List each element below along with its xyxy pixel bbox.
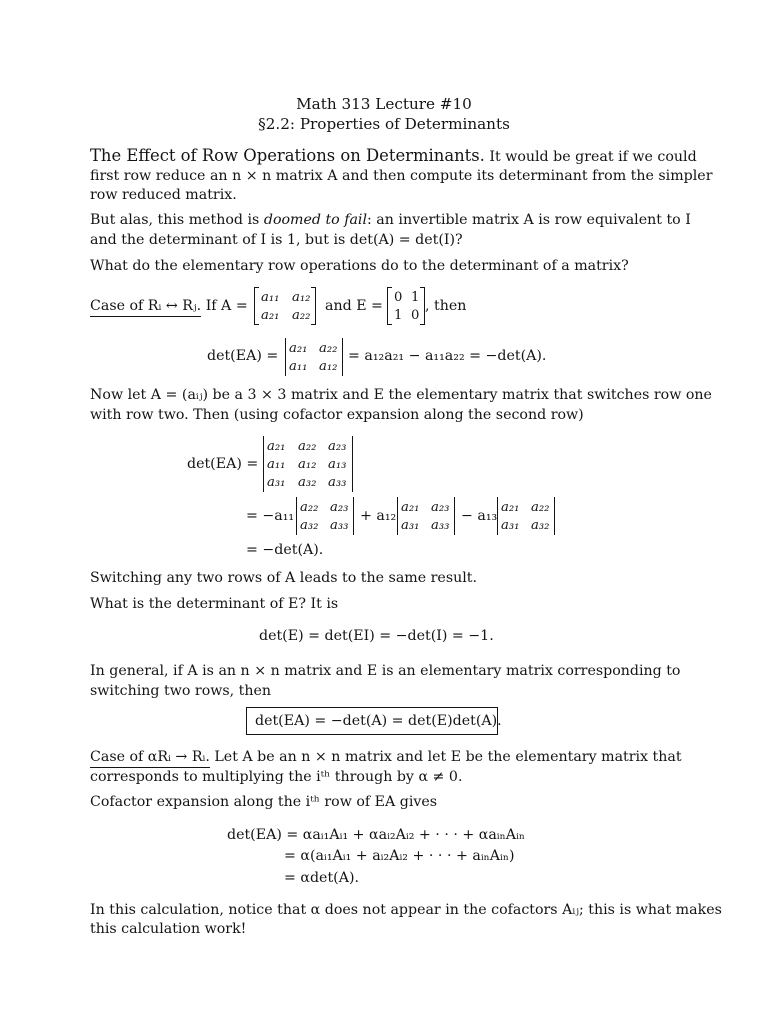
paragraph-question: What do the elementary row operations do to the determinant of a matrix? [90, 258, 629, 274]
eq1-determinant: a₂₁ a₂₂ a₁₁ a₁₂ [285, 338, 343, 376]
eq3: det(E) = det(EI) = −det(I) = −1. [259, 628, 494, 644]
section-heading: The Effect of Row Operations on Determinants. [90, 146, 485, 165]
paragraph-general-line1: In general, if A is an n × n matrix and E is an elementary matrix corresponding to [90, 663, 681, 679]
paragraph-alas-line1: But alas, this method is doomed to fail: an invertible matrix A is row equivalent to I [90, 212, 691, 228]
eq2-minor3: a₂₁ a₂₂ a₃₁ a₃₂ [497, 497, 555, 535]
case1-label: Case of Rᵢ ↔ Rⱼ. [90, 298, 201, 317]
case1-intro: Case of Rᵢ ↔ Rⱼ. If A = [90, 296, 248, 316]
paragraph-intro-line1: The Effect of Row Operations on Determinants. It would be great if we could [90, 146, 697, 165]
case2-intro: Case of αRᵢ → Rᵢ. Let A be an n × n matrix and let E be the elementary matrix that [90, 747, 682, 767]
emphasis-doomed: doomed to fail [263, 212, 368, 228]
case2-label: Case of αRᵢ → Rᵢ. [90, 749, 210, 768]
lecture-subtitle: §2.2: Properties of Determinants [258, 115, 510, 133]
lecture-title: Math 313 Lecture #10 [296, 95, 472, 113]
eq2-minor2: a₂₁ a₂₃ a₃₁ a₃₃ [397, 497, 455, 535]
eq2-minor1: a₂₂ a₂₃ a₃₂ a₃₃ [296, 497, 354, 535]
paragraph-intro-line3: row reduced matrix. [90, 187, 237, 203]
paragraph-general-line2: switching two rows, then [90, 683, 272, 699]
boxed-equation: det(EA) = −det(A) = det(E)det(A). [255, 713, 502, 729]
eq1-rhs: = a₁₂a₂₁ − a₁₁a₂₂ = −det(A). [348, 348, 547, 364]
paragraph-switching: Switching any two rows of A leads to the same result. [90, 570, 477, 586]
eq2-lhs: det(EA) = [187, 456, 259, 472]
eq2-result: = −det(A). [246, 542, 324, 558]
paragraph-det-E: What is the determinant of E? It is [90, 596, 339, 612]
paragraph-3x3-line1: Now let A = (aᵢⱼ) be a 3 × 3 matrix and E the elementary matrix that switches row one [90, 387, 712, 403]
eq4-line2: = α(aᵢ₁Aᵢ₁ + aᵢ₂Aᵢ₂ + · · · + aᵢₙAᵢₙ) [284, 848, 515, 864]
boxed-result [246, 707, 502, 735]
eq2-term3-coef: − a₁₃ [461, 508, 498, 524]
paragraph-conclusion-line2: this calculation work! [90, 921, 247, 937]
case1-and: and E = [325, 298, 383, 314]
eq2-determinant-3x3: a₂₁ a₂₂ a₂₃ a₁₁ a₁₂ a₁₃ a₃₁ a₃₂ a₃₃ [263, 436, 353, 492]
eq2-term1-coef: = −a₁₁ [246, 508, 295, 524]
case2-line2: corresponds to multiplying the iᵗʰ through by α ≠ 0. [90, 769, 463, 785]
matrix-A-2x2: a₁₁ a₁₂ a₂₁ a₂₂ [254, 287, 316, 325]
eq4-line3: = αdet(A). [284, 870, 359, 886]
paragraph-conclusion-line1: In this calculation, notice that α does not appear in the cofactors Aᵢⱼ; this is what makes [90, 902, 722, 918]
paragraph-intro-line2: first row reduce an n × n matrix A and then compute its determinant from the simpler [90, 168, 713, 184]
paragraph-cofactor: Cofactor expansion along the iᵗʰ row of EA gives [90, 794, 438, 810]
case1-then: , then [425, 298, 467, 314]
paragraph-alas-line2: and the determinant of I is 1, but is det(A) = det(I)? [90, 232, 463, 248]
paragraph-3x3-line2: with row two. Then (using cofactor expansion along the second row) [90, 407, 584, 423]
eq1-lhs: det(EA) = [207, 348, 279, 364]
eq4-line1: det(EA) = αaᵢ₁Aᵢ₁ + αaᵢ₂Aᵢ₂ + · · · + αaᵢₙAᵢₙ [227, 827, 526, 843]
eq2-term2-coef: + a₁₂ [360, 508, 397, 524]
matrix-E-2x2: 0 1 1 0 [387, 287, 425, 325]
